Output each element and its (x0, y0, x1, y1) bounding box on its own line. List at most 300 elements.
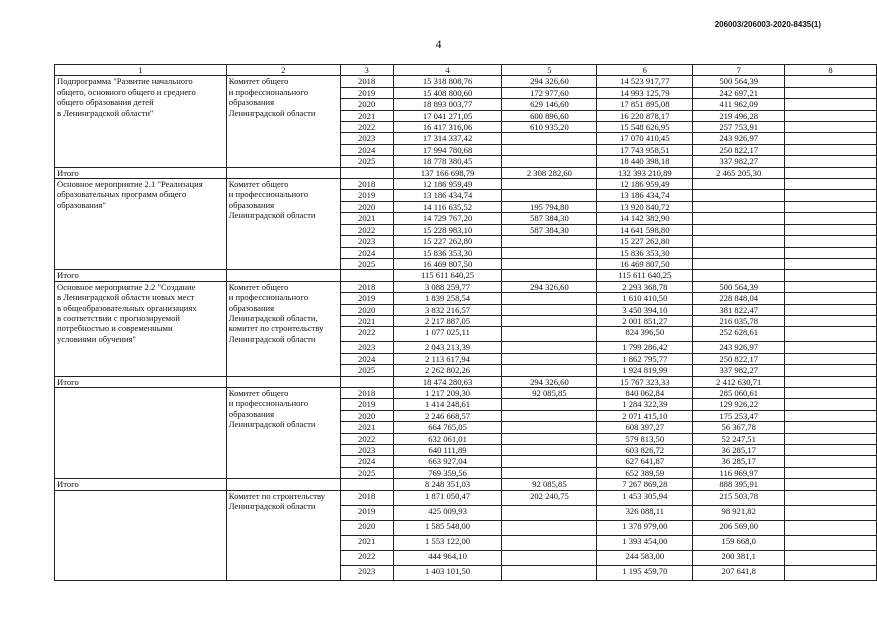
other-sources-cell (785, 505, 877, 520)
total-row (55, 479, 877, 490)
empty-cell (226, 479, 340, 490)
year-cell: 2018 (340, 490, 393, 505)
regional-budget-cell: 13 920 840,72 (597, 201, 693, 212)
total-amount-cell: 18 893 003,77 (393, 99, 502, 110)
executor-line: Ленинградской области (228, 419, 316, 430)
executor-cell (226, 179, 340, 270)
local-budget-cell (693, 270, 785, 281)
total-amount-cell: 12 186 959,49 (393, 179, 502, 190)
year-cell: 2020 (340, 410, 393, 421)
total-amount-cell: 2 217 887,05 (393, 315, 502, 326)
local-budget-cell: 2 465 205,30 (693, 167, 785, 178)
other-sources-cell (785, 445, 877, 456)
program-name-line: Основное мероприятие 2.2 "Создание (57, 281, 196, 292)
regional-budget-cell: 17 743 958,51 (597, 144, 693, 155)
total-amount-cell: 664 765,05 (393, 422, 502, 433)
total-amount-cell: 1 414 248,61 (393, 399, 502, 410)
regional-budget-cell: 15 227 262,80 (597, 236, 693, 247)
other-sources-cell (785, 315, 877, 326)
total-amount-cell: 2 113 617,94 (393, 353, 502, 364)
local-budget-cell: 243 926,97 (693, 342, 785, 353)
program-name-cell (55, 281, 227, 376)
total-amount-cell: 16 469 807,50 (393, 258, 502, 269)
other-sources-cell (785, 190, 877, 201)
regional-budget-cell: 17 851 895,08 (597, 99, 693, 110)
local-budget-cell: 215 503,78 (693, 490, 785, 505)
regional-budget-cell: 132 393 210,89 (597, 167, 693, 178)
other-sources-cell (785, 365, 877, 376)
local-budget-cell: 175 253,47 (693, 410, 785, 421)
page-number: 4 (435, 37, 442, 51)
total-amount-cell: 1 403 101,50 (393, 565, 502, 580)
year-cell: 2018 (340, 387, 393, 398)
program-name-line: в Ленинградской области" (57, 107, 154, 118)
program-name-cell (55, 490, 227, 580)
federal-budget-cell: 600 896,60 (502, 110, 597, 121)
year-cell: 2020 (340, 520, 393, 535)
local-budget-cell: 219 496,28 (693, 110, 785, 121)
regional-budget-cell: 1 799 286,42 (597, 342, 693, 353)
total-amount-cell: 15 228 983,10 (393, 224, 502, 235)
local-budget-cell (693, 236, 785, 247)
local-budget-cell (693, 224, 785, 235)
header-cell: 2 (226, 65, 340, 76)
regional-budget-cell: 1 862 795,77 (597, 353, 693, 364)
regional-budget-cell: 115 611 640,25 (597, 270, 693, 281)
other-sources-cell (785, 122, 877, 133)
federal-budget-cell (502, 410, 597, 421)
empty-cell (340, 270, 393, 281)
document-id: 206003/206003-2020-8435(1) (714, 20, 821, 29)
local-budget-cell: 98 921,82 (693, 505, 785, 520)
executor-cell (226, 490, 340, 580)
year-cell: 2022 (340, 122, 393, 133)
regional-budget-cell: 244 583,00 (597, 550, 693, 565)
federal-budget-cell (502, 179, 597, 190)
local-budget-cell: 285 060,61 (693, 387, 785, 398)
other-sources-cell (785, 376, 877, 387)
total-amount-cell: 18 778 380,45 (393, 156, 502, 167)
other-sources-cell (785, 281, 877, 292)
regional-budget-cell: 15 767 323,33 (597, 376, 693, 387)
total-amount-cell: 14 116 635,52 (393, 201, 502, 212)
local-budget-cell: 116 969,97 (693, 467, 785, 478)
program-name-line: образования" (57, 199, 106, 210)
regional-budget-cell: 1 453 305,94 (597, 490, 693, 505)
executor-line: образования (228, 199, 275, 210)
total-label: Итого (55, 376, 227, 387)
federal-budget-cell: 587 384,30 (502, 213, 597, 224)
federal-budget-cell (502, 467, 597, 478)
local-budget-cell (693, 201, 785, 212)
local-budget-cell: 250 822,17 (693, 353, 785, 364)
other-sources-cell (785, 179, 877, 190)
year-cell: 2025 (340, 365, 393, 376)
year-cell: 2023 (340, 236, 393, 247)
executor-line: и профессионального (228, 189, 309, 200)
regional-budget-cell: 16 220 878,17 (597, 110, 693, 121)
executor-line: и профессионального (228, 86, 309, 97)
federal-budget-cell (502, 399, 597, 410)
federal-budget-cell (502, 190, 597, 201)
federal-budget-cell: 294 326,60 (502, 76, 597, 87)
local-budget-cell: 411 962,09 (693, 99, 785, 110)
executor-line: образования (228, 302, 275, 313)
table-row (55, 490, 877, 505)
year-cell: 2022 (340, 224, 393, 235)
regional-budget-cell: 13 186 434,74 (597, 190, 693, 201)
year-cell: 2025 (340, 467, 393, 478)
total-row (55, 376, 877, 387)
other-sources-cell (785, 535, 877, 550)
program-name-line: в общеобразовательных организациях (57, 302, 197, 313)
federal-budget-cell (502, 422, 597, 433)
regional-budget-cell: 1 393 454,00 (597, 535, 693, 550)
local-budget-cell: 337 982,27 (693, 156, 785, 167)
federal-budget-cell (502, 133, 597, 144)
local-budget-cell (693, 179, 785, 190)
total-row (55, 167, 877, 178)
year-cell: 2021 (340, 315, 393, 326)
federal-budget-cell (502, 353, 597, 364)
other-sources-cell (785, 144, 877, 155)
regional-budget-cell: 579 813,50 (597, 433, 693, 444)
empty-cell (340, 376, 393, 387)
total-row (55, 270, 877, 281)
regional-budget-cell: 14 993 125,79 (597, 87, 693, 98)
total-amount-cell: 632 061,01 (393, 433, 502, 444)
executor-line: Комитет общего (228, 387, 289, 398)
local-budget-cell (693, 213, 785, 224)
total-amount-cell: 3 088 259,77 (393, 281, 502, 292)
other-sources-cell (785, 224, 877, 235)
other-sources-cell (785, 99, 877, 110)
federal-budget-cell (502, 445, 597, 456)
year-cell: 2023 (340, 342, 393, 353)
federal-budget-cell (502, 247, 597, 258)
empty-cell (226, 376, 340, 387)
executor-line: Комитет общего (228, 76, 289, 87)
executor-line: и профессионального (228, 398, 309, 409)
federal-budget-cell (502, 342, 597, 353)
total-amount-cell: 1 839 258,54 (393, 293, 502, 304)
other-sources-cell (785, 270, 877, 281)
federal-budget-cell: 172 977,60 (502, 87, 597, 98)
regional-budget-cell: 1 195 459,70 (597, 565, 693, 580)
program-name-line: в соответствии с прогнозируемой (57, 312, 180, 323)
other-sources-cell (785, 156, 877, 167)
local-budget-cell: 242 697,21 (693, 87, 785, 98)
table-row (55, 76, 877, 87)
year-cell: 2022 (340, 550, 393, 565)
federal-budget-cell: 294 326,60 (502, 376, 597, 387)
other-sources-cell (785, 467, 877, 478)
regional-budget-cell: 2 071 415,10 (597, 410, 693, 421)
other-sources-cell (785, 490, 877, 505)
regional-budget-cell: 17 070 410,45 (597, 133, 693, 144)
header-cell: 1 (55, 65, 227, 76)
regional-budget-cell: 14 142 382,90 (597, 213, 693, 224)
empty-cell (340, 167, 393, 178)
federal-budget-cell: 202 240,75 (502, 490, 597, 505)
local-budget-cell: 500 564,39 (693, 76, 785, 87)
year-cell: 2023 (340, 565, 393, 580)
total-amount-cell: 2 043 213,39 (393, 342, 502, 353)
program-name-line: Подпрограмма "Развитие начального (57, 76, 193, 87)
header-cell: 3 (340, 65, 393, 76)
local-budget-cell: 52 247,51 (693, 433, 785, 444)
federal-budget-cell (502, 565, 597, 580)
federal-budget-cell (502, 550, 597, 565)
regional-budget-cell: 608 397,27 (597, 422, 693, 433)
year-cell: 2020 (340, 304, 393, 315)
year-cell: 2018 (340, 76, 393, 87)
program-name-line: условиями обучения" (57, 333, 136, 344)
federal-budget-cell (502, 456, 597, 467)
other-sources-cell (785, 327, 877, 342)
year-cell: 2019 (340, 190, 393, 201)
local-budget-cell (693, 247, 785, 258)
regional-budget-cell: 1 378 979,00 (597, 520, 693, 535)
regional-budget-cell: 652 389,59 (597, 467, 693, 478)
table-row (55, 281, 877, 292)
other-sources-cell (785, 236, 877, 247)
year-cell: 2021 (340, 422, 393, 433)
federal-budget-cell: 2 308 282,60 (502, 167, 597, 178)
regional-budget-cell: 824 396,50 (597, 327, 693, 342)
federal-budget-cell: 92 085,85 (502, 387, 597, 398)
regional-budget-cell: 1 284 322,39 (597, 399, 693, 410)
federal-budget-cell (502, 433, 597, 444)
regional-budget-cell: 16 469 807,50 (597, 258, 693, 269)
local-budget-cell: 207 641,8 (693, 565, 785, 580)
local-budget-cell (693, 258, 785, 269)
program-name-line: общего, основного общего и среднего (57, 86, 196, 97)
regional-budget-cell: 7 267 869,28 (597, 479, 693, 490)
year-cell: 2024 (340, 353, 393, 364)
total-amount-cell: 1 217 209,30 (393, 387, 502, 398)
local-budget-cell: 228 848,04 (693, 293, 785, 304)
local-budget-cell: 500 564,39 (693, 281, 785, 292)
federal-budget-cell (502, 144, 597, 155)
total-amount-cell: 1 077 025,11 (393, 327, 502, 342)
federal-budget-cell: 294 326,60 (502, 281, 597, 292)
header-cell: 6 (597, 65, 693, 76)
total-amount-cell: 13 186 434,74 (393, 190, 502, 201)
year-cell: 2020 (340, 99, 393, 110)
header-row (55, 65, 877, 76)
year-cell: 2022 (340, 433, 393, 444)
local-budget-cell: 252 628,61 (693, 327, 785, 342)
executor-line: Ленинградской области, (228, 312, 318, 323)
local-budget-cell: 381 822,47 (693, 304, 785, 315)
regional-budget-cell: 603 826,72 (597, 445, 693, 456)
local-budget-cell: 36 285,17 (693, 445, 785, 456)
program-name-cell (55, 76, 227, 167)
year-cell: 2024 (340, 247, 393, 258)
local-budget-cell: 257 753,91 (693, 122, 785, 133)
regional-budget-cell: 14 641 598,80 (597, 224, 693, 235)
total-label: Итого (55, 270, 227, 281)
other-sources-cell (785, 422, 877, 433)
total-amount-cell: 14 729 767,20 (393, 213, 502, 224)
total-amount-cell: 2 246 668,57 (393, 410, 502, 421)
program-name-line: Основное мероприятие 2.1 "Реализация (57, 179, 203, 190)
total-amount-cell: 15 318 808,76 (393, 76, 502, 87)
total-amount-cell: 769 359,56 (393, 467, 502, 478)
year-cell: 2025 (340, 156, 393, 167)
other-sources-cell (785, 133, 877, 144)
federal-budget-cell (502, 258, 597, 269)
total-amount-cell: 15 408 800,60 (393, 87, 502, 98)
other-sources-cell (785, 456, 877, 467)
header-cell: 8 (785, 65, 877, 76)
federal-budget-cell (502, 520, 597, 535)
total-amount-cell: 1 553 122,00 (393, 535, 502, 550)
executor-line: Ленинградской области (228, 210, 316, 221)
regional-budget-cell: 15 548 626,95 (597, 122, 693, 133)
local-budget-cell: 129 926,22 (693, 399, 785, 410)
local-budget-cell: 206 569,00 (693, 520, 785, 535)
regional-budget-cell: 840 062,84 (597, 387, 693, 398)
executor-line: Ленинградской области (228, 333, 316, 344)
local-budget-cell: 216 035,78 (693, 315, 785, 326)
year-cell: 2019 (340, 505, 393, 520)
total-amount-cell: 8 248 351,03 (393, 479, 502, 490)
header-cell: 7 (693, 65, 785, 76)
total-amount-cell: 17 041 271,05 (393, 110, 502, 121)
executor-line: Комитет общего (228, 281, 289, 292)
total-amount-cell: 17 994 780,68 (393, 144, 502, 155)
local-budget-cell: 243 926,97 (693, 133, 785, 144)
local-budget-cell: 56 367,78 (693, 422, 785, 433)
executor-cell (226, 281, 340, 376)
program-name-line: образовательных программ общего (57, 189, 187, 200)
other-sources-cell (785, 520, 877, 535)
local-budget-cell: 200 381,1 (693, 550, 785, 565)
other-sources-cell (785, 342, 877, 353)
other-sources-cell (785, 479, 877, 490)
federal-budget-cell (502, 236, 597, 247)
total-amount-cell: 137 166 698,79 (393, 167, 502, 178)
other-sources-cell (785, 433, 877, 444)
program-name-line: потребностью и современными (57, 323, 173, 334)
federal-budget-cell (502, 156, 597, 167)
year-cell: 2025 (340, 258, 393, 269)
year-cell: 2018 (340, 281, 393, 292)
total-amount-cell: 1 585 548,00 (393, 520, 502, 535)
other-sources-cell (785, 410, 877, 421)
year-cell: 2021 (340, 110, 393, 121)
federal-budget-cell: 195 794,80 (502, 201, 597, 212)
other-sources-cell (785, 87, 877, 98)
other-sources-cell (785, 565, 877, 580)
other-sources-cell (785, 353, 877, 364)
other-sources-cell (785, 550, 877, 565)
total-amount-cell: 640 111,89 (393, 445, 502, 456)
executor-cell (226, 387, 340, 478)
year-cell: 2019 (340, 293, 393, 304)
regional-budget-cell: 1 924 819,99 (597, 365, 693, 376)
federal-budget-cell (502, 270, 597, 281)
executor-cell (226, 76, 340, 167)
total-amount-cell: 17 314 337,42 (393, 133, 502, 144)
total-amount-cell: 444 964,10 (393, 550, 502, 565)
total-amount-cell: 425 009,93 (393, 505, 502, 520)
year-cell: 2022 (340, 327, 393, 342)
other-sources-cell (785, 213, 877, 224)
local-budget-cell: 888 395,91 (693, 479, 785, 490)
year-cell: 2024 (340, 456, 393, 467)
other-sources-cell (785, 399, 877, 410)
regional-budget-cell: 2 293 368,78 (597, 281, 693, 292)
regional-budget-cell: 18 440 398,18 (597, 156, 693, 167)
executor-line: Комитет общего (228, 179, 289, 190)
local-budget-cell: 250 822,17 (693, 144, 785, 155)
regional-budget-cell: 2 001 851,27 (597, 315, 693, 326)
federal-budget-cell (502, 315, 597, 326)
federal-budget-cell (502, 293, 597, 304)
federal-budget-cell (502, 365, 597, 376)
header-cell: 4 (393, 65, 502, 76)
executor-line: Ленинградской области (228, 501, 316, 512)
total-amount-cell: 2 262 802,26 (393, 365, 502, 376)
regional-budget-cell: 15 836 353,30 (597, 247, 693, 258)
other-sources-cell (785, 293, 877, 304)
local-budget-cell: 36 285,17 (693, 456, 785, 467)
regional-budget-cell: 326 088,11 (597, 505, 693, 520)
table-row (55, 387, 877, 398)
empty-cell (340, 479, 393, 490)
empty-cell (226, 270, 340, 281)
federal-budget-cell: 587 384,30 (502, 224, 597, 235)
regional-budget-cell: 627 641,87 (597, 456, 693, 467)
federal-budget-cell (502, 505, 597, 520)
year-cell: 2023 (340, 133, 393, 144)
federal-budget-cell (502, 327, 597, 342)
federal-budget-cell: 610 935,20 (502, 122, 597, 133)
federal-budget-cell: 629 146,60 (502, 99, 597, 110)
total-amount-cell: 115 611 640,25 (393, 270, 502, 281)
local-budget-cell (693, 190, 785, 201)
executor-line: образования (228, 408, 275, 419)
other-sources-cell (785, 258, 877, 269)
executor-line: Комитет по строительству (228, 490, 326, 501)
program-name-line: общего образования детей (57, 97, 154, 108)
regional-budget-cell: 14 523 917,77 (597, 76, 693, 87)
federal-budget-cell (502, 304, 597, 315)
local-budget-cell: 159 668,0 (693, 535, 785, 550)
executor-line: комитет по строительству (228, 323, 324, 334)
program-name-cell (55, 387, 227, 478)
other-sources-cell (785, 304, 877, 315)
total-amount-cell: 3 832 216,57 (393, 304, 502, 315)
other-sources-cell (785, 201, 877, 212)
other-sources-cell (785, 167, 877, 178)
header-cell: 5 (502, 65, 597, 76)
total-amount-cell: 15 227 262,80 (393, 236, 502, 247)
year-cell: 2023 (340, 445, 393, 456)
other-sources-cell (785, 76, 877, 87)
year-cell: 2024 (340, 144, 393, 155)
year-cell: 2019 (340, 87, 393, 98)
other-sources-cell (785, 247, 877, 258)
federal-budget-cell (502, 535, 597, 550)
regional-budget-cell: 3 450 394,10 (597, 304, 693, 315)
other-sources-cell (785, 110, 877, 121)
year-cell: 2021 (340, 535, 393, 550)
table-row (55, 179, 877, 190)
